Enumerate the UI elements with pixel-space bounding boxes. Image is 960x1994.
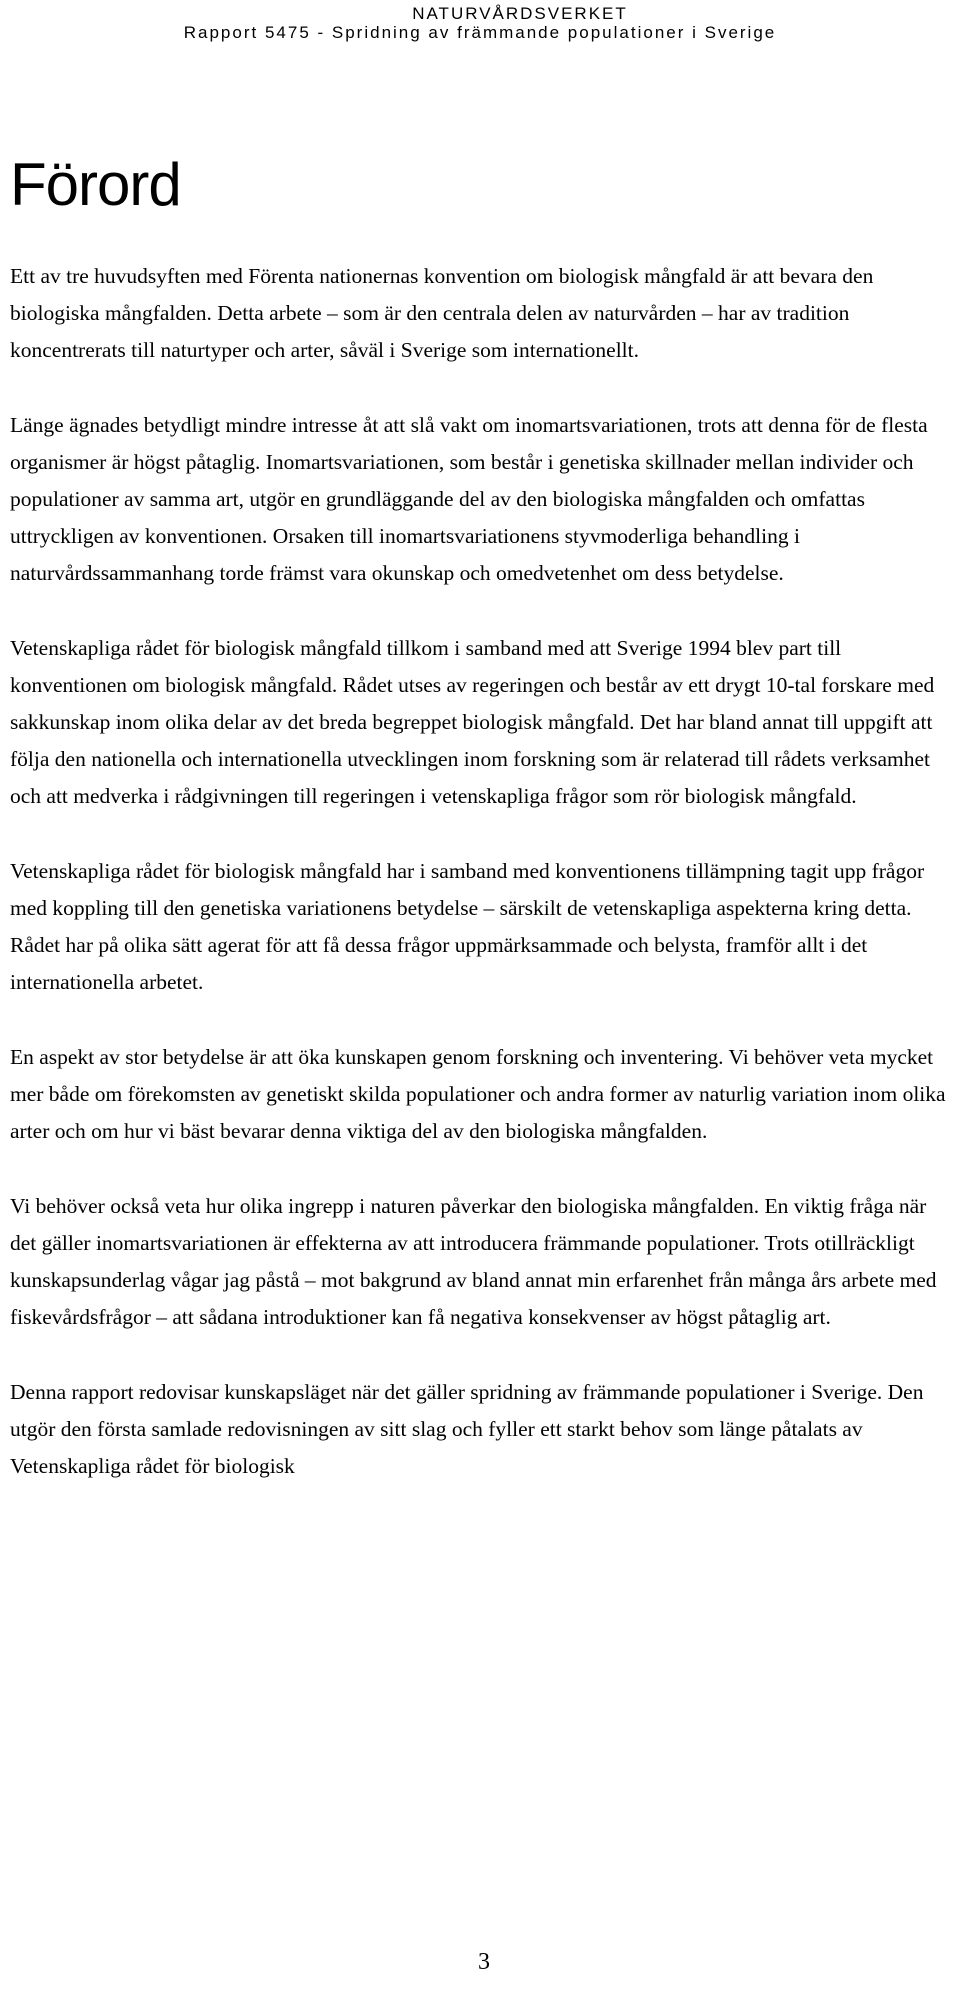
header-report-title: Rapport 5475 - Spridning av främmande populationer i Sverige: [183, 23, 777, 42]
paragraph: Vetenskapliga rådet för biologisk mångfald har i samband med konventionens tillämpning tagit upp frågor med koppling till den genetiska variationens betydelse – särskilt de vetenskapliga aspekterna kring detta. Rådet har på olika sätt agerat för att få dessa frågor uppmärksammade och belysta, framför allt i det internationella arbetet.: [10, 859, 925, 994]
paragraph: Vi behöver också veta hur olika ingrepp i naturen påverkar den biologiska mångfalden. En viktig fråga när det gäller inomartsvariationen är effekterna av att introducera främmande populationer. Trots otillräckligt kunskapsunderlag vågar jag påstå – mot bakgrund av bland annat min erfarenhet från många års arbete med fiskevårdsfrågor – att sådana introduktioner kan få negativa konsekvenser av högst påtaglig art.: [10, 1194, 937, 1329]
running-header: [0, 4, 960, 42]
header-organization: NATURVÅRDSVERKET: [412, 4, 628, 23]
paragraph: En aspekt av stor betydelse är att öka kunskapen genom forskning och inventering. Vi behöver veta mycket mer både om förekomsten av genetiskt skilda populationer och andra former av naturlig variation inom olika arter och om hur vi bäst bevarar denna viktiga del av den biologiska mångfalden.: [10, 1045, 946, 1143]
paragraph: Vetenskapliga rådet för biologisk mångfald tillkom i samband med att Sverige 1994 blev part till konventionen om biologisk mångfald. Rådet utses av regeringen och består av ett drygt 10-tal forskare med sakkunskap inom olika delar av det breda begreppet biologisk mångfald. Det har bland annat till uppgift att följa den nationella och internationella utvecklingen inom forskning som är relaterad till rådets verksamhet och att medverka i rådgivningen till regeringen i vetenskapliga frågor som rör biologisk mångfald.: [10, 636, 935, 808]
paragraph: Denna rapport redovisar kunskapsläget när det gäller spridning av främmande populationer i Sverige. Den utgör den första samlade redovisningen av sitt slag och fyller ett starkt behov som länge påtalats av Vetenskapliga rådet för biologisk: [10, 1380, 924, 1478]
page-number: 3: [478, 1949, 490, 1975]
page-title: Förord: [10, 151, 181, 218]
body-text: [10, 258, 955, 1485]
paragraph: Ett av tre huvudsyften med Förenta nationernas konvention om biologisk mångfald är att bevara den biologiska mångfalden. Detta arbete – som är den centrala delen av naturvården – har av tradition koncentrerats till naturtyper och arter, såväl i Sverige som internationellt.: [10, 264, 874, 362]
paragraph: Länge ägnades betydligt mindre intresse åt att slå vakt om inomartsvariationen, trots att denna för de flesta organismer är högst påtaglig. Inomartsvariationen, som består i genetiska skillnader mellan individer och populationer av samma art, utgör en grundläggande del av den biologiska mångfalden och omfattas uttryckligen av konventionen. Orsaken till inomartsvariationens styvmoderliga behandling i naturvårdssammanhang torde främst vara okunskap och omedvetenhet om dess betydelse.: [10, 413, 928, 585]
